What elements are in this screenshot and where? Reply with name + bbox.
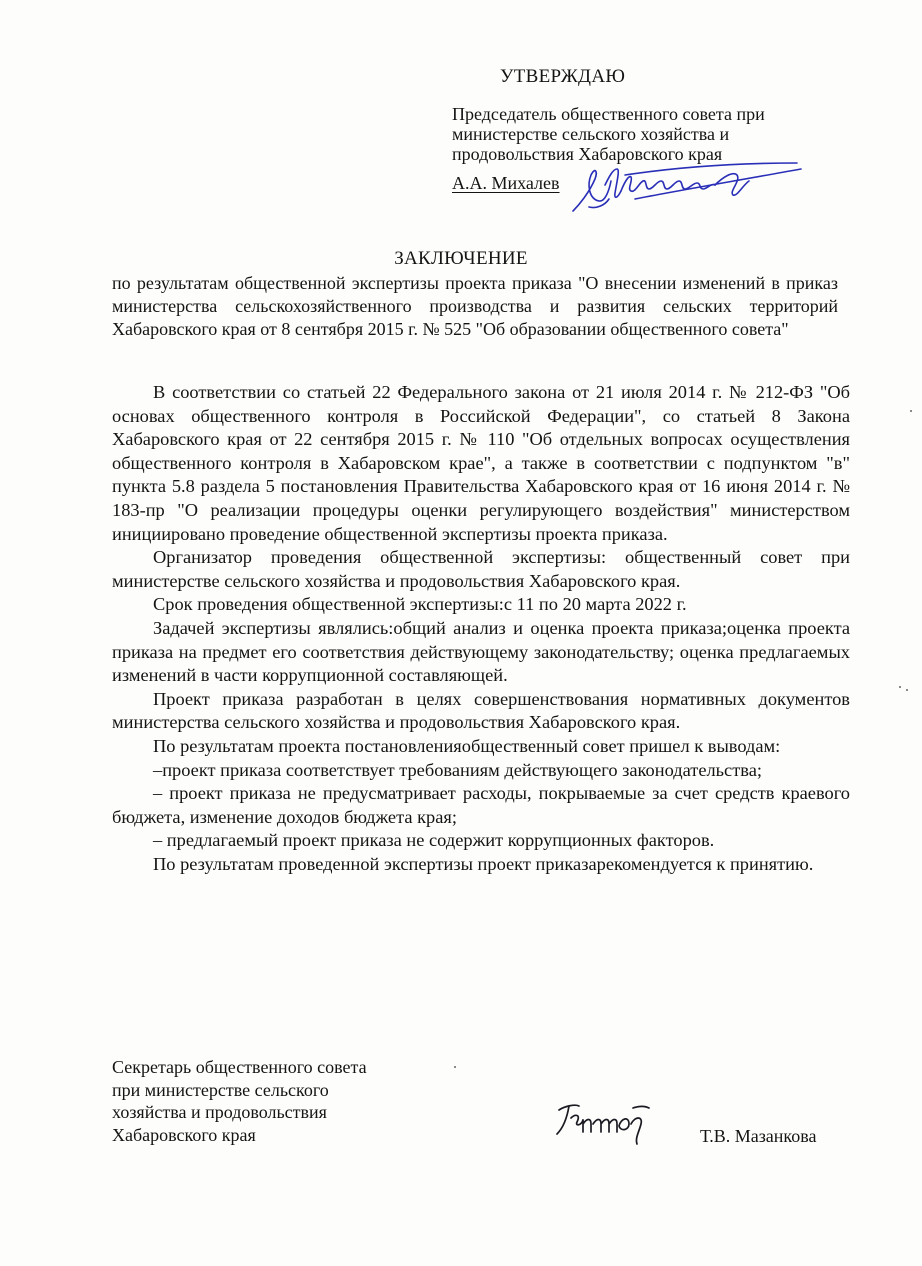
chairman-signature bbox=[565, 155, 805, 217]
body-paragraph: Задачей экспертизы являлись:общий анализ и оценка проекта приказа;оценка проекта приказа на предмет его соответствия действующему законодательству; оценка предлагаемых изменений в части коррупционной составляющей. bbox=[112, 617, 850, 686]
scan-speck bbox=[899, 686, 901, 688]
body-paragraph: По результатам проведенной экспертизы проект приказарекомендуется к принятию. bbox=[153, 853, 814, 874]
body-paragraph: В соответствии со статьей 22 Федерального закона от 21 июля 2014 г. № 212-ФЗ "Об основах общественного контроля в Российской Федерации", со статьей 8 Закона Хабаровского края от 22 сентября 2015 г. № 110 "Об отдельных вопросах осуществления общественного контроля в Хабаровском крае", а также в соответствии с подпунктом "в" пункта 5.8 раздела 5 постановления Правительства Хабаровского края от 16 июня 2014 г. № 183-пр "О реализации процедуры оценки регулирующего воздействия" министерством инициировано проведение общественной экспертизы проекта приказа. bbox=[112, 382, 850, 544]
body-paragraph: Срок проведения общественной экспертизы:с 11 по 20 марта 2022 г. bbox=[153, 594, 687, 615]
body-paragraph: –проект приказа соответствует требованиям действующего законодательства; bbox=[153, 759, 762, 780]
body-paragraph: – предлагаемый проект приказа не содержит коррупционных факторов. bbox=[153, 830, 715, 851]
approval-line: продовольствия Хабаровского края bbox=[452, 144, 723, 164]
secretary-signature bbox=[553, 1098, 653, 1146]
scan-speck bbox=[454, 1066, 456, 1068]
scan-speck bbox=[910, 410, 912, 412]
secretary-name: Т.В. Мазанкова bbox=[700, 1126, 817, 1146]
secretary-title bbox=[112, 1056, 432, 1146]
document-title: ЗАКЛЮЧЕНИЕ bbox=[394, 248, 528, 269]
body-paragraph: По результатам проекта постановленияобщественный совет пришел к выводам: bbox=[153, 735, 781, 756]
document-body bbox=[112, 381, 850, 876]
secretary-title-line: хозяйства и продовольствия bbox=[112, 1102, 327, 1122]
body-paragraph: Проект приказа разработан в целях совершенствования нормативных документов министерства сельского хозяйства и продовольствия Хабаровского края. bbox=[112, 688, 850, 733]
body-paragraph: Организатор проведения общественной экспертизы: общественный совет при министерстве сельского хозяйства и продовольствия Хабаровского края. bbox=[112, 547, 850, 591]
body-paragraph: – проект приказа не предусматривает расходы, покрываемые за счет средств краевого бюджета, изменение доходов бюджета края; bbox=[112, 783, 850, 827]
approval-line: Председатель общественного совета при bbox=[452, 104, 765, 124]
approval-heading: УТВЕРЖДАЮ bbox=[500, 66, 626, 87]
secretary-title-line: при министерстве сельского bbox=[112, 1079, 329, 1100]
secretary-title-line: Секретарь общественного совета bbox=[112, 1057, 367, 1077]
document-subject: по результатам общественной экспертизы проекта приказа "О внесении изменений в приказ министерства сельскохозяйственного производства и развития сельских территорий Хабаровского края от 8 сентября 2015 г. № 525 "Об образовании общественного совета" bbox=[112, 273, 838, 339]
scan-speck bbox=[906, 689, 908, 691]
approval-signatory-name: А.А. Михалев bbox=[452, 173, 560, 193]
approval-line: министерстве сельского хозяйства и bbox=[452, 124, 730, 144]
secretary-title-line: Хабаровского края bbox=[112, 1124, 256, 1145]
